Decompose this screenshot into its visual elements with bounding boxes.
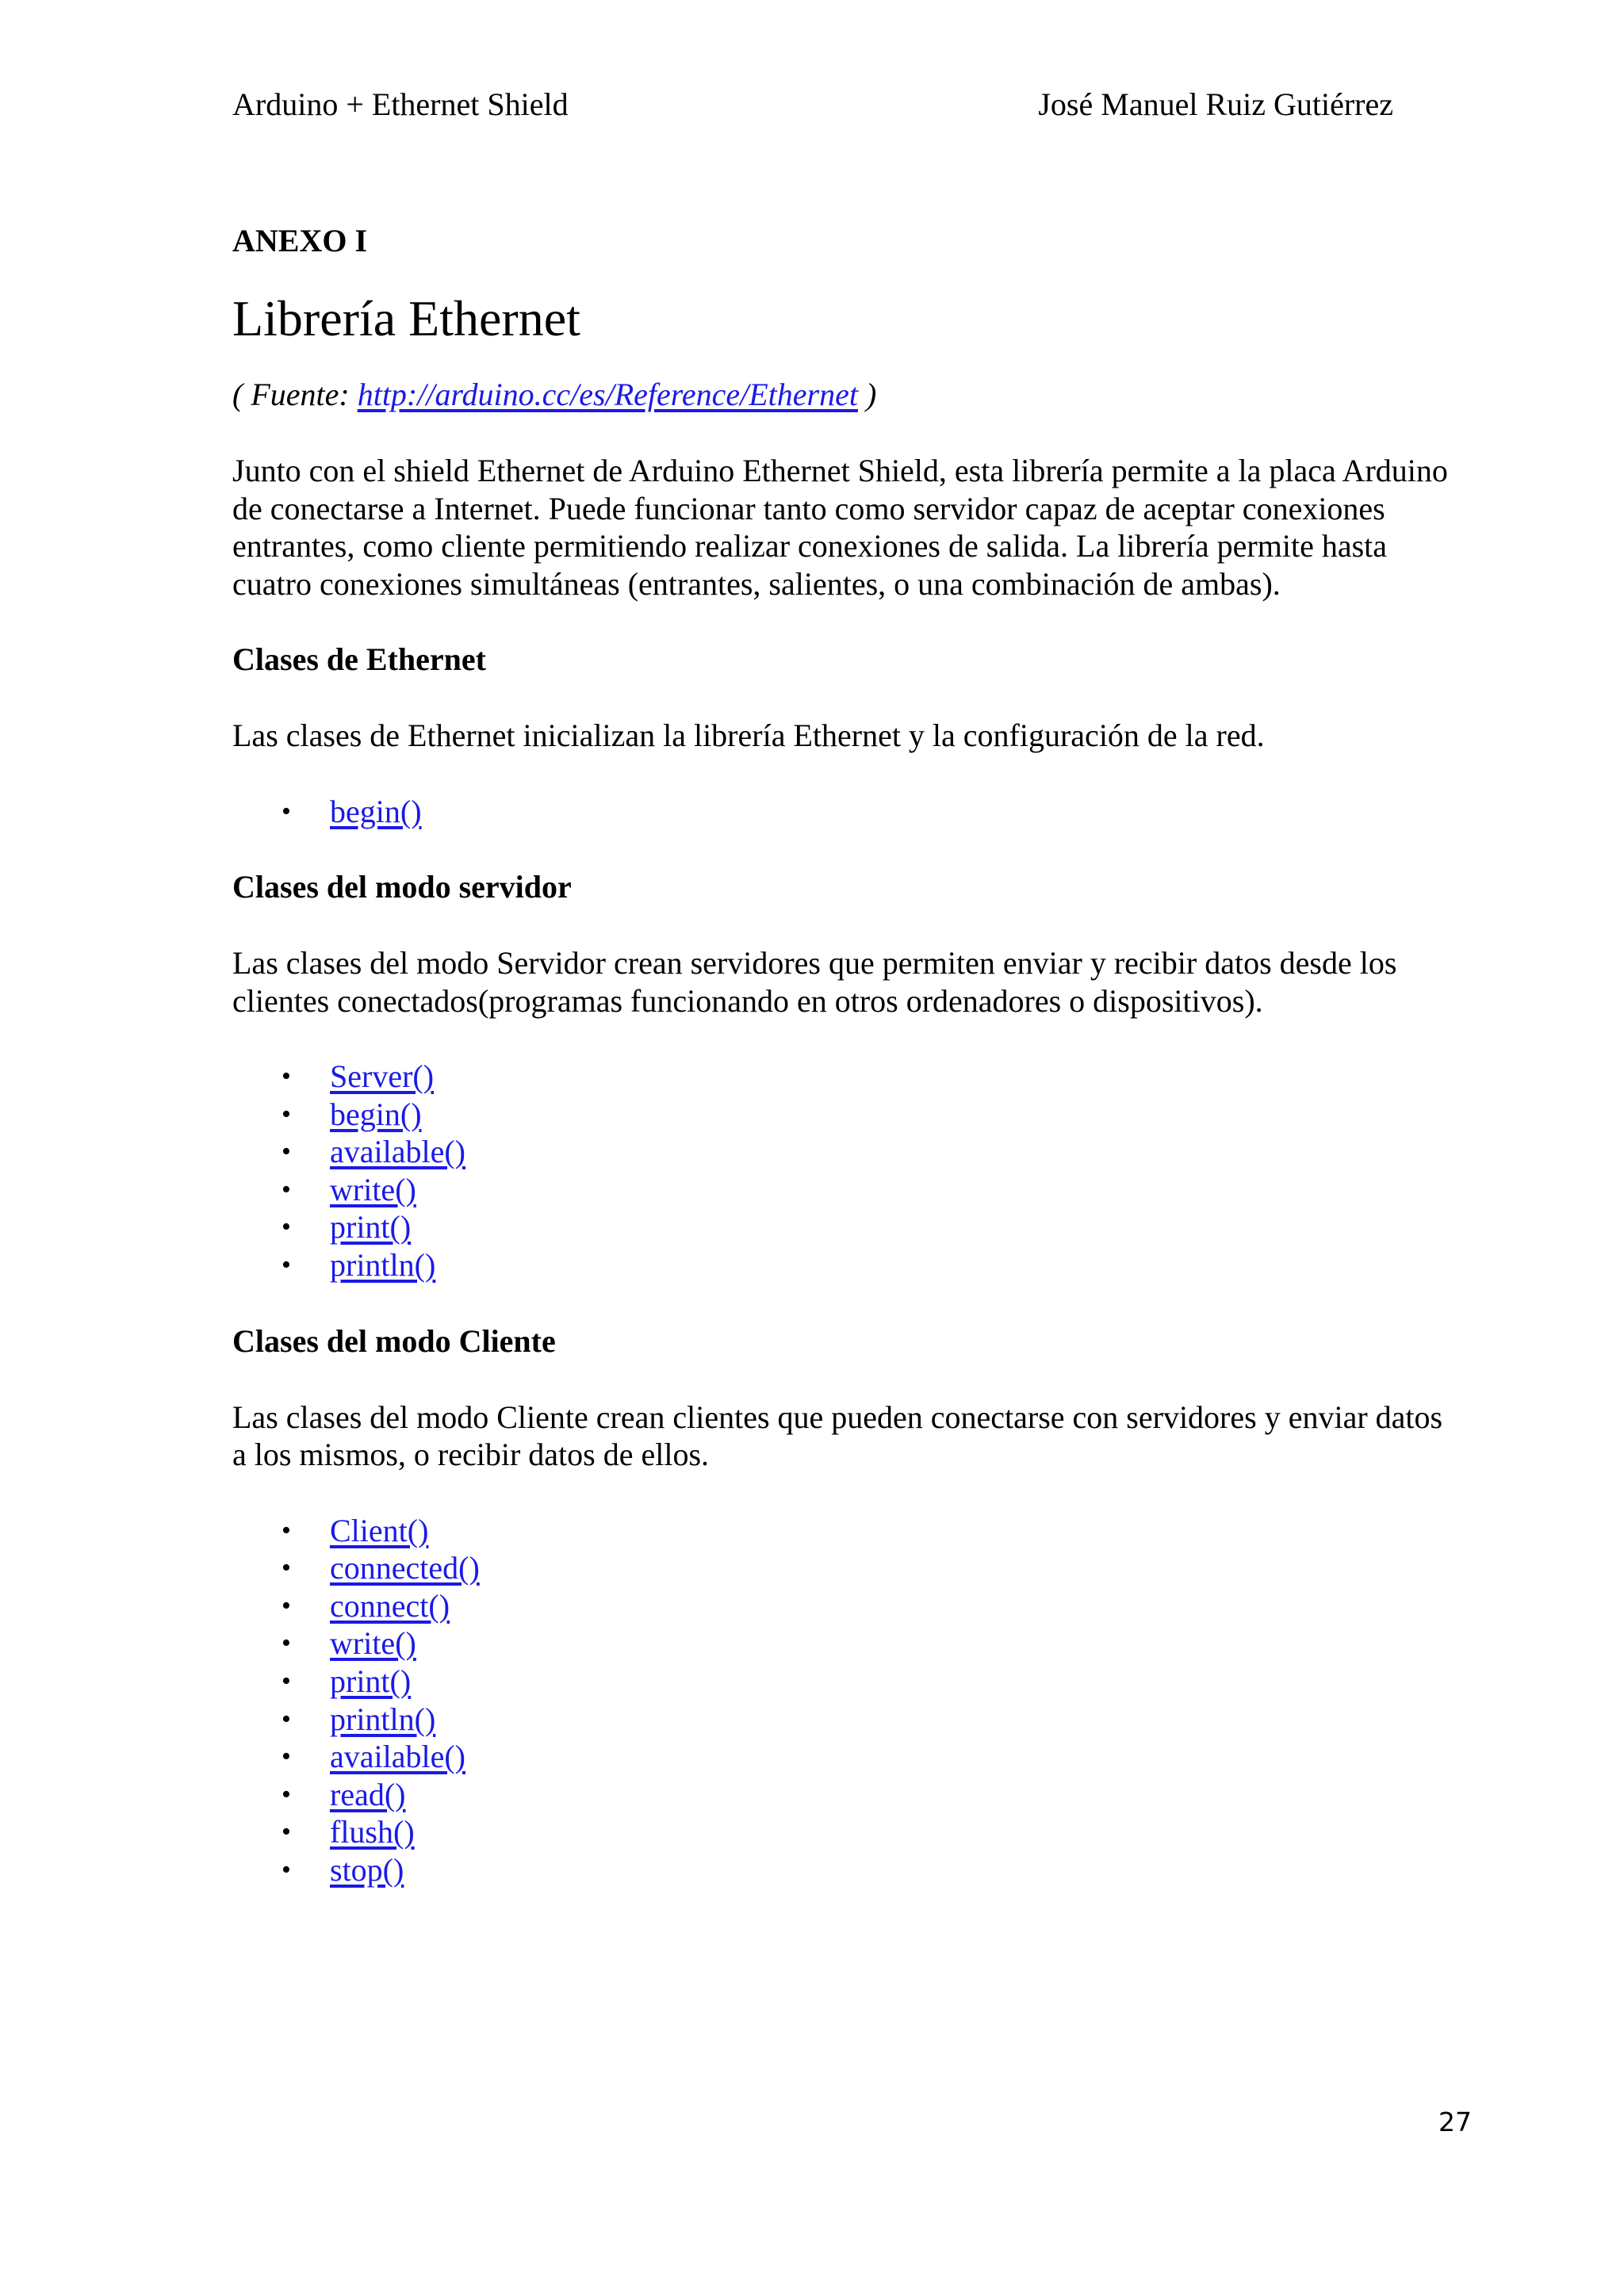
section-heading-ethernet: Clases de Ethernet bbox=[232, 641, 486, 677]
source-prefix: ( Fuente: bbox=[232, 377, 358, 412]
annex-label: ANEXO I bbox=[232, 223, 368, 258]
bullet-icon: • bbox=[282, 1628, 291, 1659]
list-item bbox=[232, 1813, 1454, 1851]
bullet-icon: • bbox=[282, 1099, 291, 1129]
function-link[interactable]: write() bbox=[330, 1171, 416, 1207]
section-heading-server: Clases del modo servidor bbox=[232, 869, 572, 905]
function-link[interactable]: connect() bbox=[330, 1587, 450, 1624]
bullet-icon: • bbox=[282, 1704, 291, 1734]
source-link[interactable]: http://arduino.cc/es/Reference/Ethernet bbox=[357, 377, 858, 412]
list-item bbox=[232, 1549, 1454, 1587]
list-item bbox=[232, 1096, 1454, 1134]
function-list-server bbox=[232, 1058, 1454, 1284]
function-link[interactable]: read() bbox=[330, 1776, 406, 1812]
list-item bbox=[232, 1738, 1454, 1776]
bullet-icon: • bbox=[282, 1212, 291, 1242]
function-link[interactable]: Server() bbox=[330, 1058, 435, 1095]
section-description-server: Las clases del modo Servidor crean servidores que permiten enviar y recibir datos desde los clientes conectados(programas funcionando en otros ordenadores o dispositivos). bbox=[232, 945, 1397, 1019]
list-item bbox=[232, 1512, 1454, 1550]
list-item bbox=[232, 1587, 1454, 1625]
source-suffix: ) bbox=[857, 377, 877, 412]
function-link[interactable]: print() bbox=[330, 1663, 412, 1700]
list-item bbox=[232, 1171, 1454, 1209]
section-heading-client: Clases del modo Cliente bbox=[232, 1322, 556, 1359]
function-link[interactable]: println() bbox=[330, 1247, 436, 1284]
bullet-icon: • bbox=[282, 1779, 291, 1809]
function-link[interactable]: begin() bbox=[330, 1096, 422, 1132]
list-item bbox=[232, 793, 1454, 831]
list-item bbox=[232, 1701, 1454, 1739]
function-list-ethernet bbox=[232, 793, 1454, 831]
section-description-client: Las clases del modo Cliente crean clientes que pueden conectarse con servidores y enviar datos a los mismos, o recibir datos de ellos. bbox=[232, 1399, 1443, 1473]
function-link[interactable]: available() bbox=[330, 1134, 465, 1170]
list-item bbox=[232, 1246, 1454, 1284]
bullet-icon: • bbox=[282, 1515, 291, 1545]
running-header-title: Arduino + Ethernet Shield bbox=[232, 86, 569, 122]
function-link[interactable]: Client() bbox=[330, 1512, 429, 1548]
function-link[interactable]: begin() bbox=[330, 793, 422, 829]
intro-paragraph: Junto con el shield Ethernet de Arduino Ethernet Shield, esta librería permite a la placa Arduino de conectarse a Internet. Puede funcionar tanto como servidor capaz de aceptar conexiones entrantes, como cliente permitiendo realizar conexiones de salida. La librería permite hasta cuatro conexiones simultáneas (entrantes, salientes, o una combinación de ambas). bbox=[232, 453, 1448, 602]
function-list-client bbox=[232, 1512, 1454, 1889]
page-title: Librería Ethernet bbox=[232, 290, 580, 346]
bullet-icon: • bbox=[282, 1250, 291, 1280]
function-link[interactable]: flush() bbox=[330, 1814, 415, 1850]
list-item bbox=[232, 1776, 1454, 1814]
function-link[interactable]: write() bbox=[330, 1625, 416, 1662]
section-description-ethernet: Las clases de Ethernet inicializan la librería Ethernet y la configuración de la red. bbox=[232, 718, 1265, 753]
bullet-icon: • bbox=[282, 1553, 291, 1583]
function-link[interactable]: available() bbox=[330, 1739, 465, 1775]
list-item bbox=[232, 1851, 1454, 1889]
page-number: 27 bbox=[1438, 2107, 1472, 2137]
bullet-icon: • bbox=[282, 1817, 291, 1847]
list-item bbox=[232, 1624, 1454, 1663]
bullet-icon: • bbox=[282, 1667, 291, 1697]
function-link[interactable]: connected() bbox=[330, 1550, 480, 1586]
bullet-icon: • bbox=[282, 796, 291, 826]
function-link[interactable]: print() bbox=[330, 1209, 412, 1246]
list-item bbox=[232, 1663, 1454, 1701]
function-link[interactable]: println() bbox=[330, 1701, 436, 1737]
page-content bbox=[232, 222, 1454, 1889]
bullet-icon: • bbox=[282, 1137, 291, 1167]
function-link[interactable]: stop() bbox=[330, 1852, 404, 1888]
bullet-icon: • bbox=[282, 1590, 291, 1621]
list-item bbox=[232, 1208, 1454, 1246]
source-line bbox=[232, 376, 1454, 414]
running-header-author: José Manuel Ruiz Gutiérrez bbox=[1038, 86, 1393, 122]
bullet-icon: • bbox=[282, 1174, 291, 1204]
bullet-icon: • bbox=[282, 1855, 291, 1885]
bullet-icon: • bbox=[282, 1742, 291, 1772]
bullet-icon: • bbox=[282, 1062, 291, 1092]
list-item bbox=[232, 1058, 1454, 1096]
list-item bbox=[232, 1133, 1454, 1171]
